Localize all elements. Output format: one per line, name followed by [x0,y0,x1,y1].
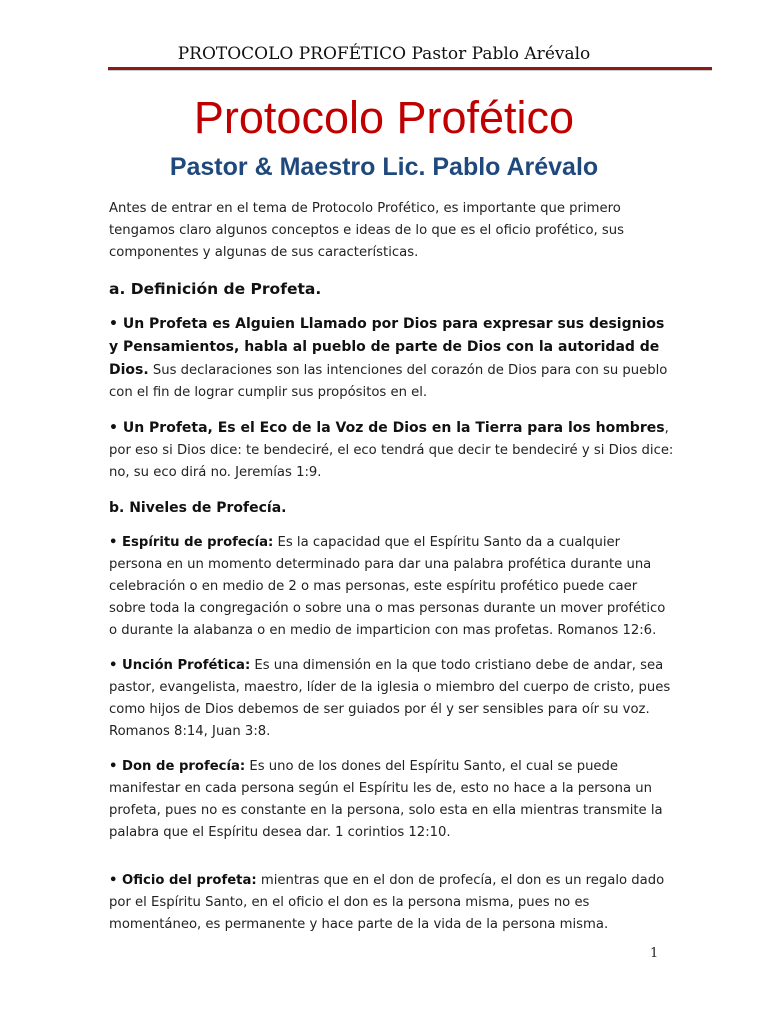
page-number: 1 [650,946,659,961]
section-b-item [109,532,674,642]
item-text: , por eso si Dios dice: te bendeciré, el eco tendrá que decir te bendeciré y si Dios dice: no, su eco dirá no. Jeremías 1:9. [109,421,674,480]
document-body [109,198,674,949]
item-text: mientras que en el don de profecía, el don es un regalo dado por el Espíritu Santo, en el oficio el don es la persona misma, pues no es momentáneo, es permanente y hace parte de la vida de la persona misma. [109,873,665,932]
item-lead: • Un Profeta es Alguien Llamado por Dios para expresar sus designios y Pensamientos, habla al pueblo de parte de Dios con la autoridad de Dios. [109,316,665,378]
document-title: Protocolo Profético [193,92,575,143]
item-lead: • Un Profeta, Es el Eco de la Voz de Dios en la Tierra para los hombres [109,420,665,436]
item-text: Sus declaraciones son las intenciones del corazón de Dios para con su pueblo con el fin de lograr cumplir sus propósitos en el. [109,363,668,400]
item-text: Es uno de los dones del Espíritu Santo, el cual se puede manifestar en cada persona según el Espíritu les de, esto no hace a la persona un profeta, pues no es constante en la persona, solo esta en ella mientras transmite la palabra que el Espíritu desea dar. 1 corintios 12:10. [109,759,663,840]
item-lead: • Oficio del profeta: [109,873,257,888]
running-header: PROTOCOLO PROFÉTICO Pastor Pablo Arévalo [177,44,591,64]
section-a-item [109,313,674,404]
header-rule [108,67,712,71]
intro-paragraph: Antes de entrar en el tema de Protocolo Profético, es importante que primero tengamos claro algunos conceptos e ideas de lo que es el oficio profético, sus componentes y algunas de sus características. [109,201,625,260]
document-subtitle: Pastor & Maestro Lic. Pablo Arévalo [169,153,599,181]
section-b-item [109,756,674,844]
item-text: Es una dimensión en la que todo cristiano debe de andar, sea pastor, evangelista, maestro, líder de la iglesia o miembro del cuerpo de cristo, pues como hijos de Dios debemos de ser guiados por él y ser sensibles para oír su voz. Romanos 8:14, Juan 3:8. [109,658,671,739]
item-lead: • Espíritu de profecía: [109,535,274,550]
section-a-heading: a. Definición de Profeta. [109,280,322,298]
section-a-item [109,417,674,484]
section-b-item [109,655,674,743]
item-text: Es la capacidad que el Espíritu Santo da a cualquier persona en un momento determinado para dar una palabra profética durante una celebración o en medio de 2 o mas personas, este espíritu profético puede caer sobre toda la congregación o sobre una o mas personas durante un mover profético o durante la alabanza o en medio de imparticion con mas profetas. Romanos 12:6. [109,535,666,638]
item-lead: • Unción Profética: [109,658,251,673]
section-b-item [109,870,674,936]
section-b-heading: b. Niveles de Profecía. [109,500,287,516]
item-lead: • Don de profecía: [109,759,246,774]
